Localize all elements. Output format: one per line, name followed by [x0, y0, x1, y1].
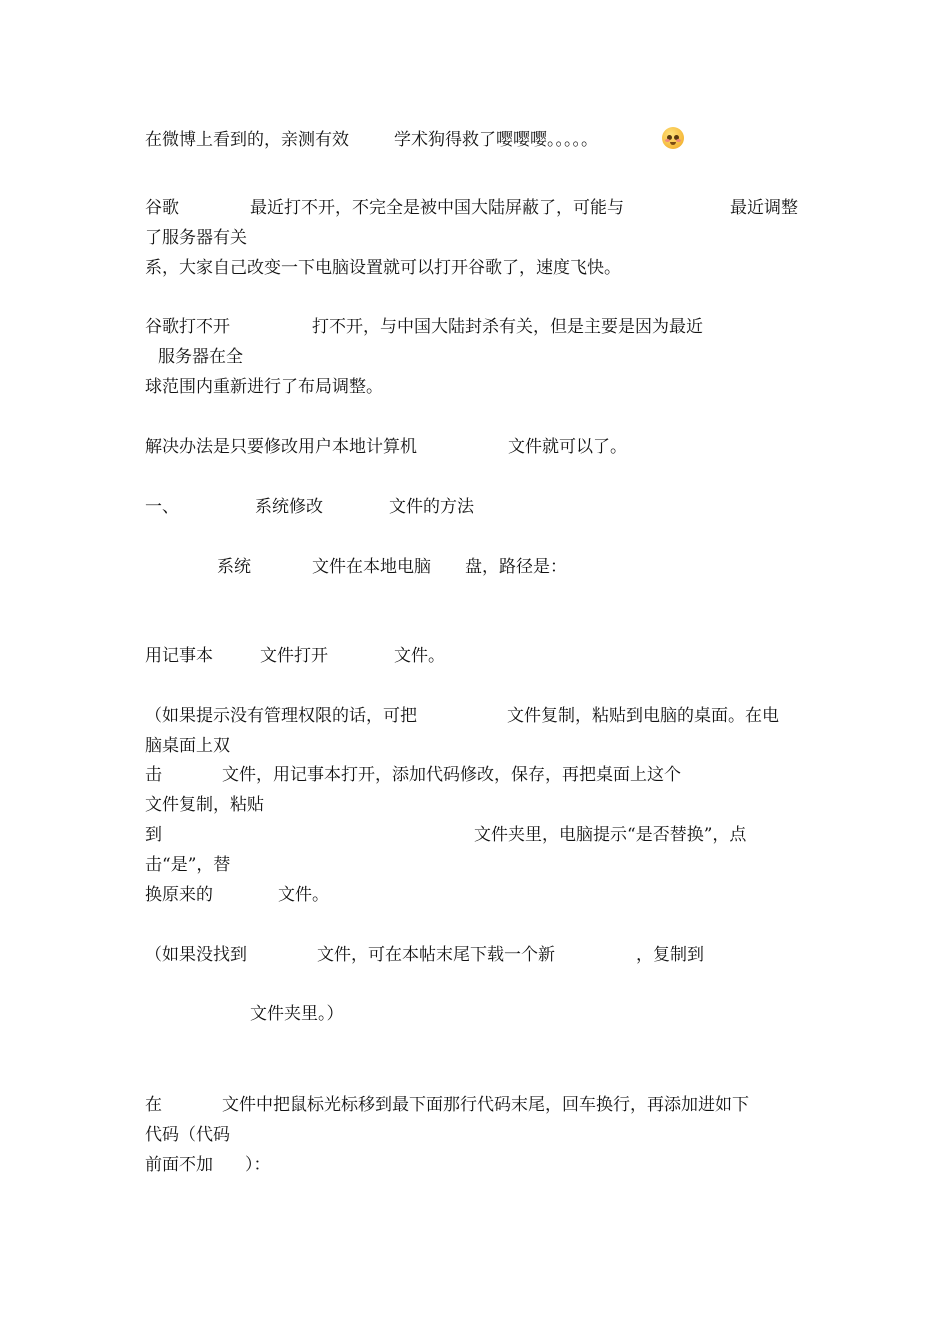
p2-text-c: 最近调整: [730, 198, 798, 218]
p6-text-a: 系统: [217, 557, 251, 577]
p5-text-c: 文件的方法: [389, 497, 474, 517]
p8-text-c: 脑桌面上双: [145, 736, 230, 756]
p8-text-h: 文件夹里，电脑提示“是否替换”，点: [474, 825, 747, 845]
p8-text-e: 文件，用记事本打开，添加代码修改，保存，再把桌面上这个: [222, 765, 681, 785]
p1-text-b: 学术狗得救了嘤嘤嘤。。。。。: [394, 130, 598, 150]
p8-text-a: （如果提示没有管理权限的话，可把: [145, 706, 417, 726]
p8-text-j: 换原来的: [145, 885, 213, 905]
p2-text-e: 系，大家自己改变一下电脑设置就可以打开谷歌了，速度飞快。: [145, 258, 621, 278]
p9-text-b: 文件，可在本帖末尾下载一个新: [317, 945, 555, 965]
p10-text-e: ）：: [245, 1155, 271, 1175]
p2-text-b: 最近打不开，不完全是被中国大陆屏蔽了，可能与: [250, 198, 624, 218]
p3-text-a: 谷歌打不开: [145, 317, 230, 337]
p5-text-b: 系统修改: [255, 497, 323, 517]
p8-text-k: 文件。: [278, 885, 329, 905]
p8-text-g: 到: [145, 825, 162, 845]
p3-text-d: 球范围内重新进行了布局调整。: [145, 377, 383, 397]
p3-text-b: 打不开，与中国大陆封杀有关，但是主要是因为最近: [312, 317, 703, 337]
p10-text-b: 文件中把鼠标光标移到最下面那行代码末尾，回车换行，再添加进如下: [222, 1095, 749, 1115]
p7-text-c: 文件。: [394, 646, 445, 666]
p9-text-c: ，复制到: [636, 945, 704, 965]
p2-text-d: 了服务器有关: [145, 228, 247, 248]
p10-text-d: 前面不加: [145, 1155, 213, 1175]
p6-text-b: 文件在本地电脑: [312, 557, 431, 577]
p1-text-a: 在微博上看到的，亲测有效: [145, 130, 349, 150]
p6-text-c: 盘，路径是：: [465, 557, 567, 577]
p9-text-d: 文件夹里。）: [250, 1004, 344, 1024]
p4-text-b: 文件就可以了。: [508, 437, 627, 457]
p7-text-a: 用记事本: [145, 646, 213, 666]
p2-text-a: 谷歌: [145, 198, 179, 218]
p7-text-b: 文件打开: [260, 646, 328, 666]
p8-text-f: 文件复制，粘贴: [145, 795, 264, 815]
p5-text-a: 一、: [145, 497, 179, 517]
p8-text-d: 击: [145, 765, 162, 785]
blushing-face-icon: [662, 127, 684, 149]
p8-text-b: 文件复制，粘贴到电脑的桌面。在电: [507, 706, 779, 726]
p9-text-a: （如果没找到: [145, 945, 247, 965]
p4-text-a: 解决办法是只要修改用户本地计算机: [145, 437, 417, 457]
p3-text-c: 服务器在全: [158, 347, 243, 367]
p8-text-i: 击“是”，替: [145, 855, 231, 875]
p10-text-a: 在: [145, 1095, 162, 1115]
p10-text-c: 代码（代码: [145, 1125, 230, 1145]
